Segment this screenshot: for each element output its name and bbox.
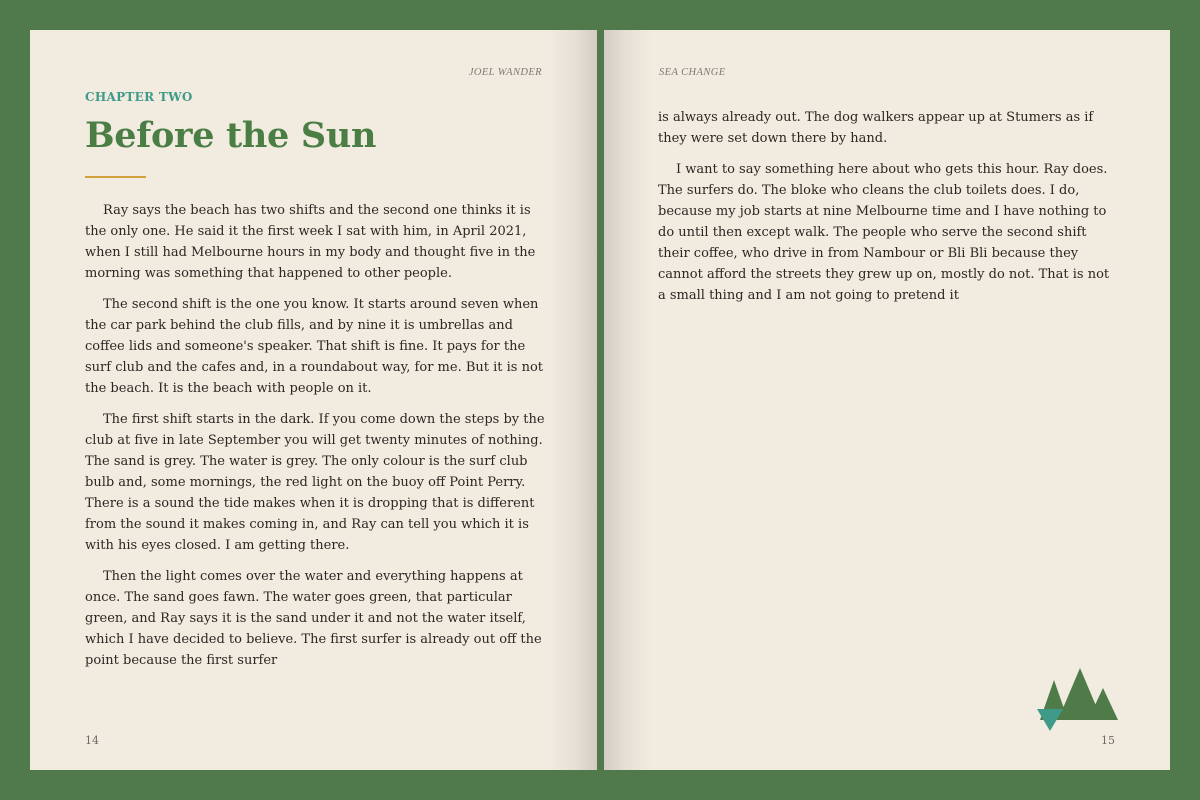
right-page — [604, 30, 1170, 770]
left-page — [30, 30, 597, 770]
paragraph-continued: is always already out. The dog walkers appear up at Stumers as if they were set down there by hand. — [658, 110, 1094, 146]
title-rule — [85, 176, 146, 178]
gutter-shadow — [604, 30, 652, 770]
page-number: 15 — [1101, 734, 1115, 747]
paragraph: Then the light comes over the water and everything happens at once. The sand goes fawn. The water goes green, that particular green, and Ray says it is the sand under it and not the water itself, which I have decided to believe. The first surfer is already out off the point because the first surfer — [85, 569, 542, 668]
paragraph: Ray says the beach has two shifts and the second one thinks it is the only one. He said it the first week I sat with him, in April 2021, when I still had Melbourne hours in my body and thought five in the morning was something that happened to other people. — [85, 203, 536, 281]
paragraph: The second shift is the one you know. It starts around seven when the car park behind the club fills, and by nine it is umbrellas and coffee lids and someone's speaker. That shift is fine. It pays for the surf club and the cafes and, in a roundabout way, for me. But it is not the beach. It is the beach with people on it. — [85, 297, 544, 396]
chapter-title: Before the Sun — [85, 115, 377, 156]
running-head-author: JOEL WANDER — [468, 67, 542, 78]
paragraph: The first shift starts in the dark. If you come down the steps by the club at five in late September you will get twenty minutes of nothing. The sand is grey. The water is grey. The only colour is the surf club bulb and, some mornings, the red light on the buoy off Point Perry. There is a sound the tide makes when it is dropping that is different from the sound it makes coming in, and Ray can tell you which it is with his eyes closed. I am getting there. — [85, 412, 545, 553]
mountain-peaks-icon — [1037, 668, 1119, 732]
page-number: 14 — [85, 734, 99, 747]
right-body-text — [658, 107, 1118, 316]
running-head-book-title: SEA CHANGE — [659, 67, 726, 78]
paragraph: I want to say something here about who gets this hour. Ray does. The surfers do. The bloke who cleans the club toilets does. I do, because my job starts at nine Melbourne time and I have nothing to do until then except walk. The people who serve the second shift their coffee, who drive in from Nambour or Bli Bli because they cannot afford the streets they grew up on, mostly do not. That is not a small thing and I am not going to pretend it — [658, 162, 1110, 303]
left-body-text — [85, 200, 555, 681]
chapter-label: CHAPTER TWO — [85, 90, 193, 104]
gutter-shadow — [549, 30, 597, 770]
